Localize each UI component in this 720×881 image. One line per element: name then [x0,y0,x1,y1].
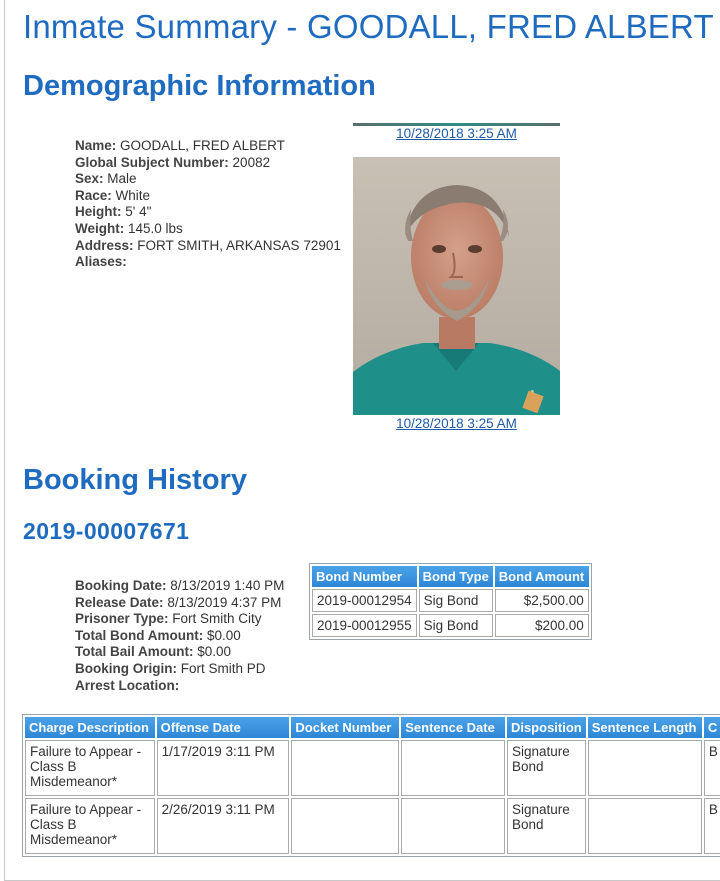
mugshot-image [353,157,560,415]
bond-table-header [312,566,589,587]
sentence-length-cell [588,740,702,796]
field-race: Race: White [75,187,151,203]
column-header-sentence-date[interactable]: Sentence Date [401,717,505,738]
field-total-bond-amount: Total Bond Amount: $0.00 [75,627,241,643]
sentence-date-cell [401,798,505,854]
column-header-offense-date[interactable]: Offense Date [157,717,290,738]
field-total-bail-amount: Total Bail Amount: $0.00 [75,644,232,660]
charge-table-viewport [22,714,720,864]
field-booking-origin: Booking Origin: Fort Smith PD [75,660,266,676]
field-sex: Sex: Male [75,171,137,187]
column-header-truncated[interactable]: C [704,717,720,738]
offense-date-cell: 1/17/2019 3:11 PM [157,740,290,796]
column-header-charge-description[interactable]: Charge Description [25,717,155,738]
column-header-bond-amount[interactable]: Bond Amount [495,566,589,587]
photo-date-link-top[interactable]: 10/28/2018 3:25 AM [396,126,517,141]
docket-number-cell [291,798,399,854]
field-prisoner-type: Prisoner Type: Fort Smith City [75,611,262,627]
charge-description-cell: Failure to Appear - Class B Misdemeanor* [25,798,155,854]
table-row [312,614,589,637]
booking-number: 2019-00007671 [23,518,190,544]
sentence-length-cell [588,798,702,854]
bond-amount-cell: $200.00 [495,614,589,637]
demographic-info [75,138,341,271]
field-aliases: Aliases: [75,254,127,270]
offense-date-cell: 2/26/2019 3:11 PM [157,798,290,854]
field-booking-date: Booking Date: 8/13/2019 1:40 PM [75,578,285,593]
column-header-docket-number[interactable]: Docket Number [291,717,399,738]
bond-table [309,563,592,640]
disposition-cell: Signature Bond [507,798,586,854]
bond-type-cell: Sig Bond [419,589,493,612]
truncated-cell: B [704,740,720,796]
bond-number-cell: 2019-00012954 [312,589,417,612]
table-row [312,589,589,612]
field-release-date: Release Date: 8/13/2019 4:37 PM [75,594,282,610]
column-header-bond-number[interactable]: Bond Number [312,566,417,587]
truncated-cell: B [704,798,720,854]
booking-info [75,578,284,694]
column-header-sentence-length[interactable]: Sentence Length [588,717,702,738]
field-address: Address: FORT SMITH, ARKANSAS 72901 [75,237,341,253]
booking-history-heading: Booking History [23,464,247,496]
table-row [25,740,720,796]
field-weight: Weight: 145.0 lbs [75,220,183,236]
mugshot-photo[interactable] [353,157,560,415]
sentence-date-cell [401,740,505,796]
disposition-cell: Signature Bond [507,740,586,796]
bond-amount-cell: $2,500.00 [495,589,589,612]
table-row [25,798,720,854]
field-global-subject-number: Global Subject Number: 20082 [75,154,271,170]
bond-type-cell: Sig Bond [419,614,493,637]
page-title: Inmate Summary - GOODALL, FRED ALBERT [23,8,714,45]
field-arrest-location: Arrest Location: [75,677,180,693]
docket-number-cell [291,740,399,796]
photo-date-link-bottom[interactable]: 10/28/2018 3:25 AM [396,416,517,431]
demographic-heading: Demographic Information [23,70,376,102]
charge-table [22,714,720,857]
column-header-bond-type[interactable]: Bond Type [419,566,493,587]
charge-description-cell: Failure to Appear - Class B Misdemeanor* [25,740,155,796]
field-name: Name: GOODALL, FRED ALBERT [75,138,285,153]
bond-number-cell: 2019-00012955 [312,614,417,637]
field-height: Height: 5' 4" [75,204,152,220]
charge-table-header [25,717,720,738]
column-header-disposition[interactable]: Disposition [507,717,586,738]
